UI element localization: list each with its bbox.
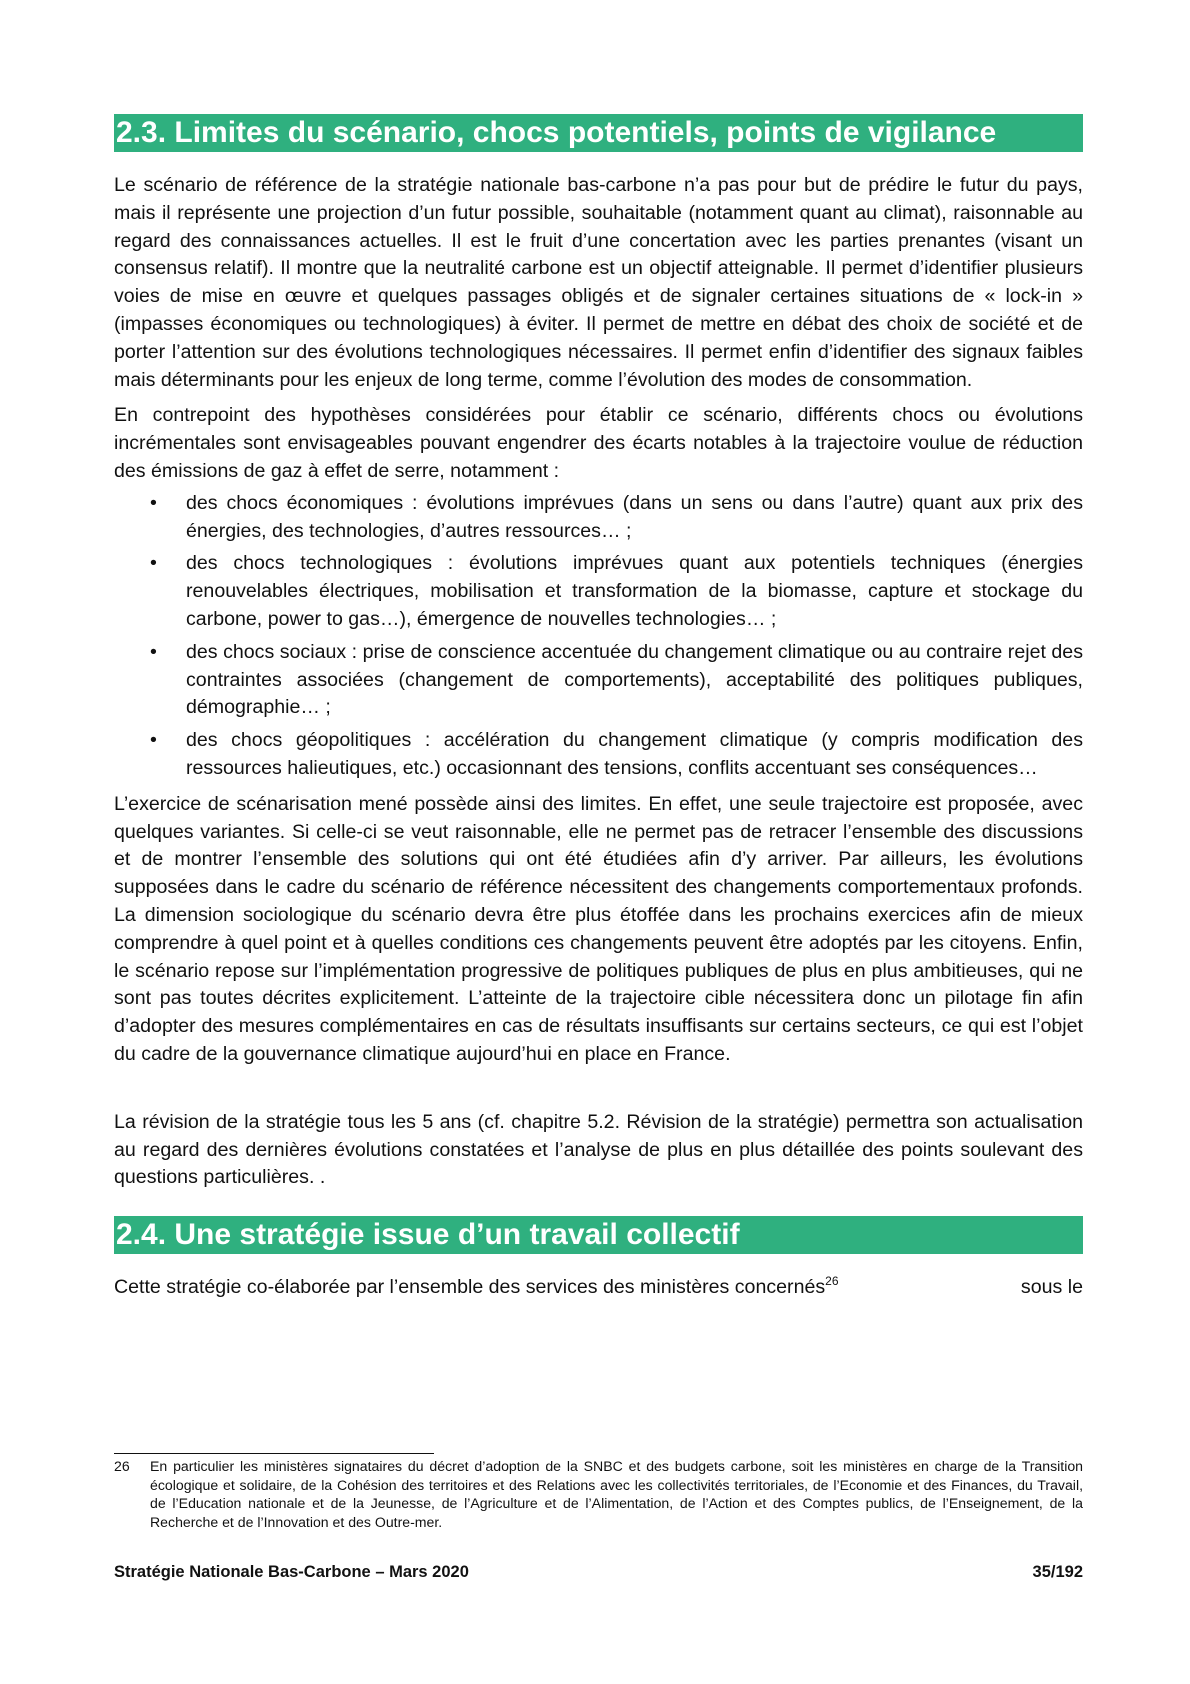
paragraph-scenario-limits: L’exercice de scénarisation mené possède ainsi des limites. En effet, une seule trajectoire est proposée, avec quelques variantes. Si celle-ci se veut raisonnable, elle ne permet pas de retracer l’ensemble des discussions et de montrer l’ensemble des solutions qui ont été étudiées afin d’y arriver. Par ailleurs, les évolutions supposées dans le cadre du scénario de référence nécessitent des changements comportementaux profonds. La dimension sociologique du scénario devra être plus étoffée dans les prochains exercices afin de mieux comprendre à quel point et à quelles conditions ces changements peuvent être adoptés par les citoyens. Enfin, le scénario repose sur l’implémentation progressive de politiques publiques de plus en plus ambitieuses, qui ne sont pas toutes décrites explicitement. L’atteinte de la trajectoire cible nécessitera donc un pilotage fin afin d’adopter des mesures complémentaires en cas de résultats insuffisants sur certains secteurs, ce qui est l’objet du cadre de la gouvernance climatique aujourd’hui en place en France. [114, 792, 1083, 1065]
paragraph-collective-work-start [114, 1274, 839, 1302]
footnote-26 [114, 1457, 1083, 1531]
page-content [114, 114, 1083, 1302]
footer-page-number: 35/192 [1032, 1563, 1083, 1581]
list-item-text: des chocs sociaux : prise de conscience accentuée du changement climatique ou au contraire rejet des contraintes associées (changement de comportements), acceptabilité des politiques publiques, démographie… ; [186, 640, 1083, 719]
bullet-icon: • [150, 491, 157, 514]
footnote-number: 26 [114, 1458, 130, 1474]
list-item-economic-shocks [114, 490, 1083, 546]
paragraph-counterpoint: En contrepoint des hypothèses considérées pour établir ce scénario, différents chocs ou évolutions incrémentales sont envisageables pouvant engendrer des écarts notables à la trajectoire voulue de réduction des émissions de gaz à effet de serre, notamment : [114, 404, 1083, 482]
paragraph-collective-work-end: sous le [1020, 1276, 1083, 1299]
paragraph-collective-work [114, 1274, 1083, 1302]
page-footer [114, 1562, 1083, 1582]
bullet-icon: • [150, 552, 157, 575]
bullet-icon: • [150, 729, 157, 752]
footnote-text: En particulier les ministères signataires du décret d’adoption de la SNBC et des budgets carbone, soit les ministères en charge de la Transition écologique et solidaire, de la Cohésion des territoires et des Relations avec les collectivités territoriales, de l’Economie et des Finances, du Travail, de l’Education nationale et de la Jeunesse, de l’Agriculture et de l’Alimentation, de l’Action et des Comptes publics, de l’Enseignement, de la Recherche et de l’Innovation et des Outre-mer. [150, 1458, 1083, 1530]
bullet-icon: • [150, 640, 157, 663]
section-heading-2-4: 2.4. Une stratégie issue d’un travail collectif [114, 1216, 1083, 1254]
list-item-technological-shocks [114, 550, 1083, 633]
list-item-text: des chocs géopolitiques : accélération du changement climatique (y compris modification des ressources halieutiques, etc.) occasionnant des tensions, conflits accentuant ses conséquences… [186, 729, 1083, 779]
shocks-list [114, 490, 1083, 783]
footer-document-title: Stratégie Nationale Bas-Carbone – Mars 2020 [114, 1563, 469, 1581]
paragraph-strategy-revision: La révision de la stratégie tous les 5 ans (cf. chapitre 5.2. Révision de la stratégie) permettra son actualisation au regard des dernières évolutions constatées et l’analyse de plus en plus détaillée des points soulevant des questions particulières. . [114, 1110, 1083, 1189]
section-heading-2-3: 2.3. Limites du scénario, chocs potentiels, points de vigilance [114, 114, 1083, 152]
list-item-text: des chocs technologiques : évolutions imprévues quant aux potentiels techniques (énergies renouvelables électriques, mobilisation et transformation de la biomasse, capture et stockage du carbone, power to gas…), émergence de nouvelles technologies… ; [186, 552, 1083, 630]
list-item-text: des chocs économiques : évolutions imprévues (dans un sens ou dans l’autre) quant aux prix des énergies, des technologies, d’autres ressources… ; [186, 491, 1083, 542]
list-item-geopolitical-shocks [114, 727, 1083, 783]
footnote-reference[interactable]: 26 [825, 1274, 839, 1289]
paragraph-text: Cette stratégie co-élaborée par l’ensemble des services des ministères concernés [114, 1276, 826, 1299]
paragraph-scenario-reference: Le scénario de référence de la stratégie nationale bas-carbone n’a pas pour but de prédire le futur du pays, mais il représente une projection d’un futur possible, souhaitable (notamment quant au climat), raisonnable au regard des connaissances actuelles. Il est le fruit d’une concertation avec les parties prenantes (visant un consensus relatif). Il montre que la neutralité carbone est un objectif atteignable. Il permet d’identifier plusieurs voies de mise en œuvre et quelques passages obligés et de signaler certaines situations de « lock-in » (impasses économiques ou technologiques) à éviter. Il permet de mettre en débat des choix de société et de porter l’attention sur des évolutions technologiques nécessaires. Il permet enfin d’identifier des signaux faibles mais déterminants pour les enjeux de long terme, comme l’évolution des modes de consommation. [114, 174, 1083, 391]
list-item-social-shocks [114, 639, 1083, 722]
footnote-divider [114, 1453, 434, 1454]
